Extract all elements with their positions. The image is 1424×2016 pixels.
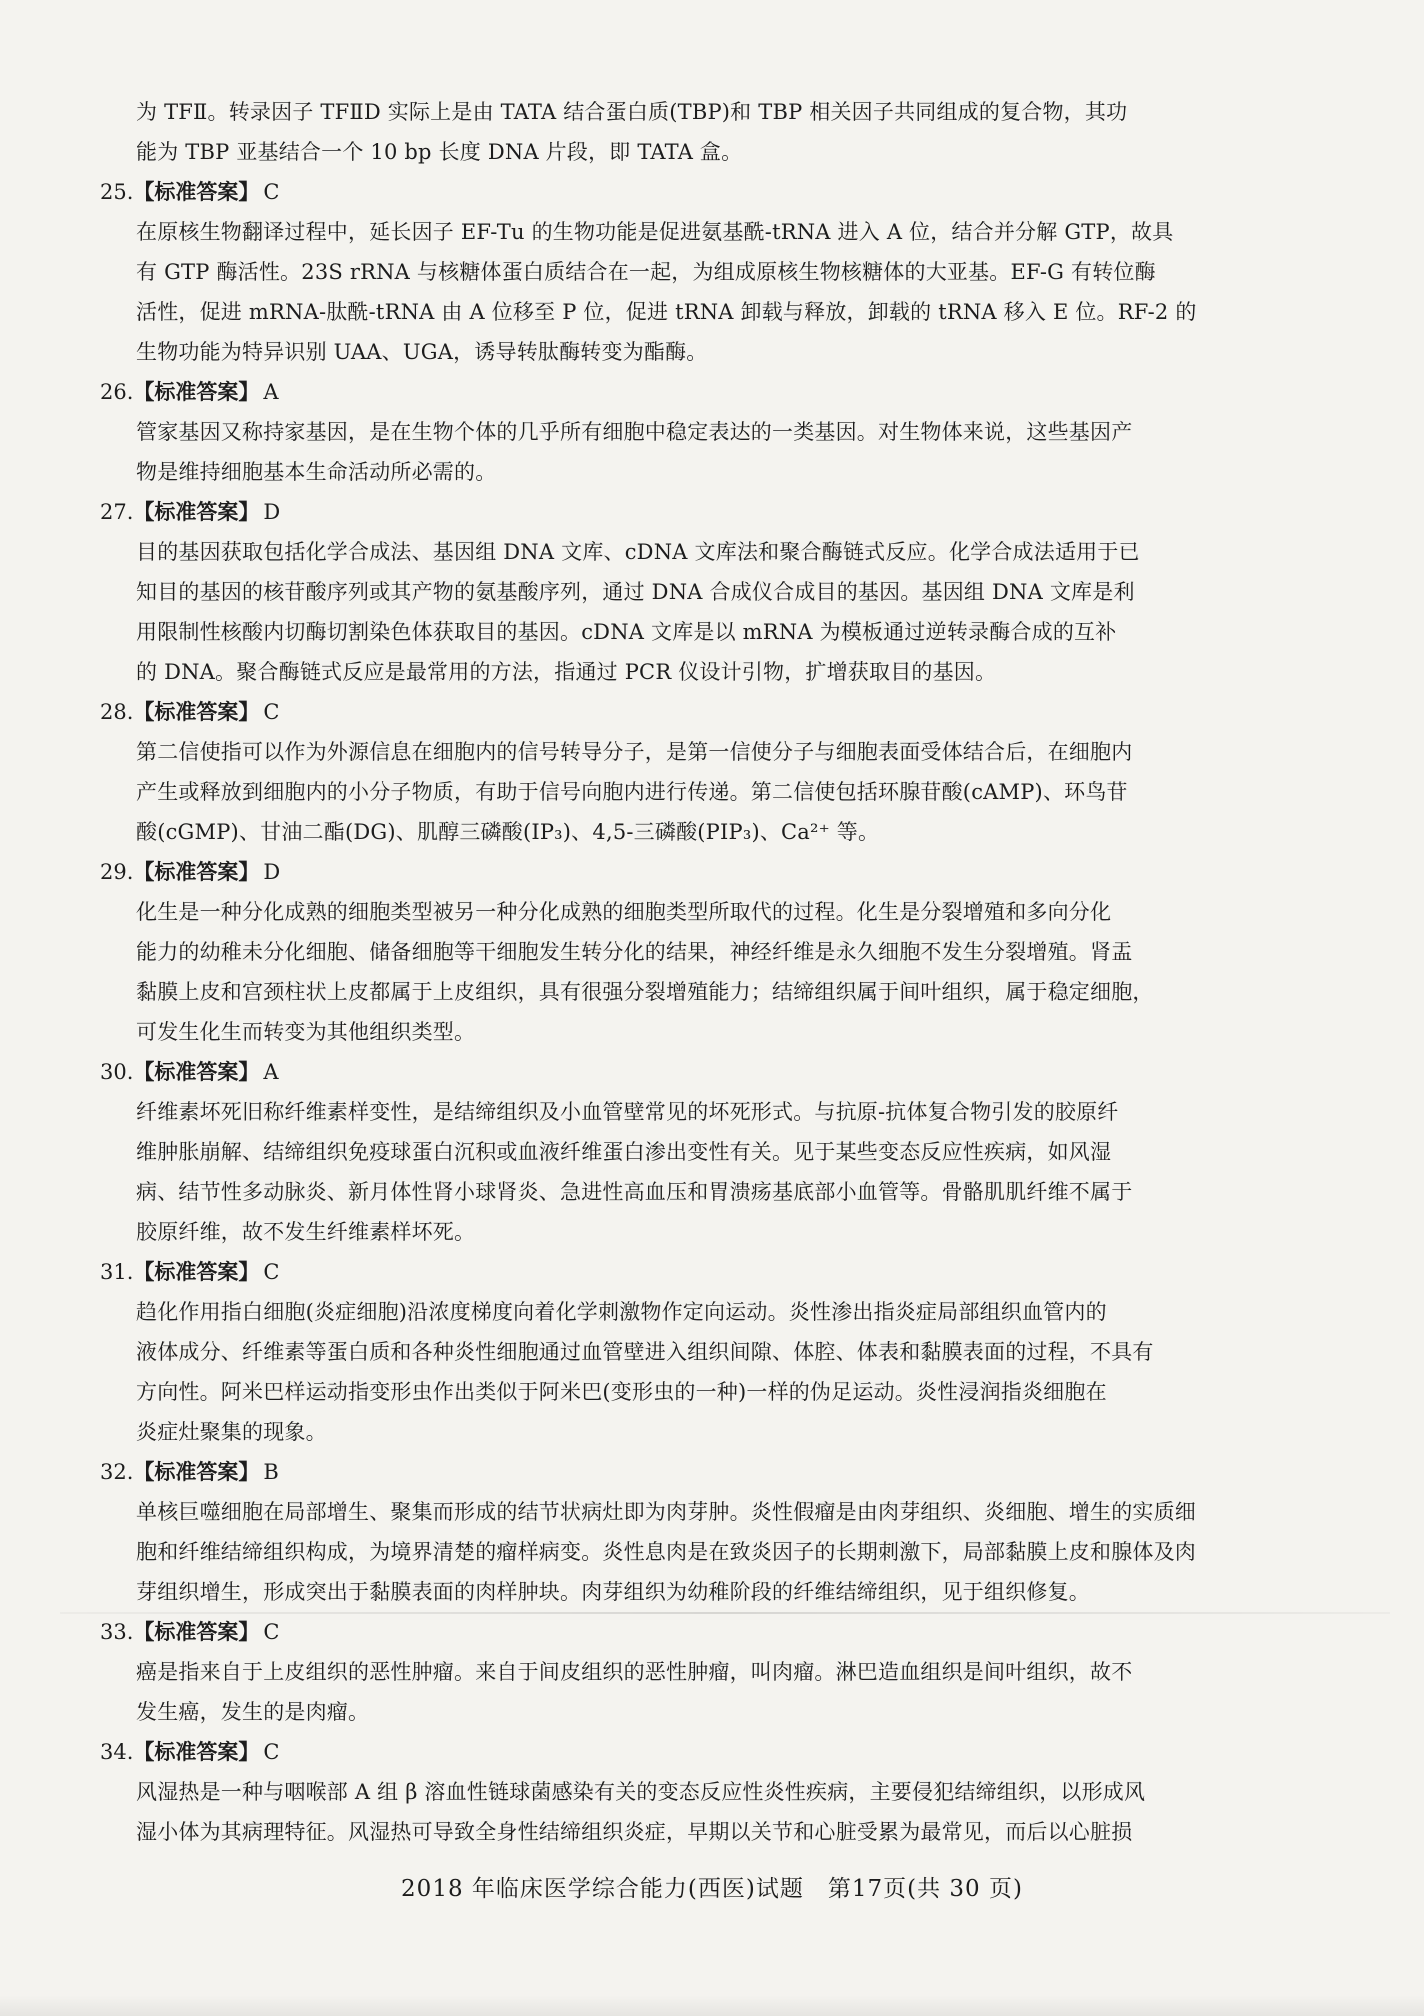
explanation-line: 纤维素坏死旧称纤维素样变性，是结缔组织及小血管壁常见的坏死形式。与抗原-抗体复合物引发的胶原纤 [136, 1100, 1119, 1124]
question-number: 34. [100, 1740, 134, 1764]
explanation [100, 732, 1300, 852]
answer-label: 【标准答案】 [133, 499, 260, 524]
explanation-line: 目的基因获取包括化学合成法、基因组 DNA 文库、cDNA 文库法和聚合酶链式反应。化学合成法适用于已 [136, 540, 1140, 564]
explanation-line: 发生癌，发生的是肉瘤。 [136, 1700, 370, 1724]
intro-paragraph [100, 92, 1300, 172]
explanation-line: 病、结节性多动脉炎、新月体性肾小球肾炎、急进性高血压和胃溃疡基底部小血管等。骨骼肌肌纤维不属于 [136, 1180, 1133, 1204]
answer-choice: C [263, 1740, 280, 1764]
intro-line: 能为 TBP 亚基结合一个 10 bp 长度 DNA 片段，即 TATA 盒。 [136, 140, 743, 164]
explanation [100, 1652, 1300, 1732]
answer-heading [100, 492, 1300, 532]
explanation [100, 1292, 1300, 1452]
explanation [100, 1092, 1300, 1252]
explanation-line: 湿小体为其病理特征。风湿热可导致全身性结缔组织炎症，早期以关节和心脏受累为最常见，而后以心脏损 [136, 1820, 1133, 1844]
explanation [100, 1772, 1300, 1852]
answer-item [100, 852, 1300, 1052]
answer-label: 【标准答案】 [133, 1739, 260, 1764]
answer-choice: C [263, 1620, 280, 1644]
question-number: 26. [100, 380, 134, 404]
answer-label: 【标准答案】 [133, 859, 260, 884]
explanation-line: 酸(cGMP)、甘油二酯(DG)、肌醇三磷酸(IP₃)、4,5-三磷酸(PIP₃)、Ca²⁺ 等。 [136, 820, 880, 844]
explanation-line: 炎症灶聚集的现象。 [136, 1420, 327, 1444]
explanation-line: 化生是一种分化成熟的细胞类型被另一种分化成熟的细胞类型所取代的过程。化生是分裂增殖和多向分化 [136, 900, 1112, 924]
answer-heading [100, 1452, 1300, 1492]
answer-label: 【标准答案】 [133, 1459, 260, 1484]
answer-label: 【标准答案】 [133, 1259, 260, 1284]
question-number: 29. [100, 860, 134, 884]
answer-heading [100, 1732, 1300, 1772]
explanation-line: 第二信使指可以作为外源信息在细胞内的信号转导分子，是第一信使分子与细胞表面受体结合后，在细胞内 [136, 740, 1133, 764]
explanation-line: 物是维持细胞基本生命活动所必需的。 [136, 460, 497, 484]
answer-label: 【标准答案】 [133, 1619, 260, 1644]
explanation-line: 黏膜上皮和宫颈柱状上皮都属于上皮组织，具有很强分裂增殖能力；结缔组织属于间叶组织，属于稳定细胞， [136, 980, 1154, 1004]
answer-item [100, 1452, 1300, 1612]
explanation-line: 可发生化生而转变为其他组织类型。 [136, 1020, 476, 1044]
answer-choice: A [263, 1060, 279, 1084]
question-number: 27. [100, 500, 134, 524]
answer-item [100, 1252, 1300, 1452]
answer-item [100, 692, 1300, 852]
explanation-line: 趋化作用指白细胞(炎症细胞)沿浓度梯度向着化学刺激物作定向运动。炎性渗出指炎症局部组织血管内的 [136, 1300, 1107, 1324]
answer-choice: D [263, 500, 281, 524]
answer-heading [100, 1612, 1300, 1652]
explanation-line: 产生或释放到细胞内的小分子物质，有助于信号向胞内进行传递。第二信使包括环腺苷酸(cAMP)、环鸟苷 [136, 780, 1128, 804]
explanation-line: 在原核生物翻译过程中，延长因子 EF-Tu 的生物功能是促进氨基酰-tRNA 进入 A 位，结合并分解 GTP，故具 [136, 220, 1174, 244]
explanation-line: 知目的基因的核苷酸序列或其产物的氨基酸序列，通过 DNA 合成仪合成目的基因。基因组 DNA 文库是利 [136, 580, 1135, 604]
answer-item [100, 1732, 1300, 1852]
explanation-line: 活性，促进 mRNA-肽酰-tRNA 由 A 位移至 P 位，促进 tRNA 卸载与释放，卸载的 tRNA 移入 E 位。RF-2 的 [136, 300, 1197, 324]
explanation-line: 用限制性核酸内切酶切割染色体获取目的基因。cDNA 文库是以 mRNA 为模板通过逆转录酶合成的互补 [136, 620, 1117, 644]
explanation-line: 的 DNA。聚合酶链式反应是最常用的方法，指通过 PCR 仪设计引物，扩增获取目的基因。 [136, 660, 997, 684]
answer-choice: A [263, 380, 279, 404]
answer-heading [100, 372, 1300, 412]
explanation-line: 能力的幼稚未分化细胞、储备细胞等干细胞发生转分化的结果，神经纤维是永久细胞不发生分裂增殖。肾盂 [136, 940, 1133, 964]
explanation-line: 管家基因又称持家基因，是在生物个体的几乎所有细胞中稳定表达的一类基因。对生物体来说，这些基因产 [136, 420, 1133, 444]
answer-heading [100, 1052, 1300, 1092]
explanation [100, 212, 1300, 372]
answer-label: 【标准答案】 [133, 699, 260, 724]
question-number: 31. [100, 1260, 134, 1284]
answer-choice: D [263, 860, 281, 884]
answer-list [100, 172, 1300, 1852]
question-number: 28. [100, 700, 134, 724]
explanation-line: 方向性。阿米巴样运动指变形虫作出类似于阿米巴(变形虫的一种)一样的伪足运动。炎性浸润指炎细胞在 [136, 1380, 1107, 1404]
answer-choice: B [263, 1460, 279, 1484]
answer-choice: C [263, 180, 280, 204]
answer-item [100, 172, 1300, 372]
answer-choice: C [263, 700, 280, 724]
answer-heading [100, 852, 1300, 892]
page-footer: 2018 年临床医学综合能力(西医)试题 第17页(共 30 页) [401, 1876, 1023, 1902]
answer-item [100, 492, 1300, 692]
question-number: 25. [100, 180, 134, 204]
explanation-line: 液体成分、纤维素等蛋白质和各种炎性细胞通过血管壁进入组织间隙、体腔、体表和黏膜表面的过程，不具有 [136, 1340, 1154, 1364]
scan-shadow [0, 1995, 1424, 2016]
explanation [100, 532, 1300, 692]
question-number: 30. [100, 1060, 134, 1084]
page-content [100, 92, 1300, 1852]
explanation-line: 单核巨噬细胞在局部增生、聚集而形成的结节状病灶即为肉芽肿。炎性假瘤是由肉芽组织、炎细胞、增生的实质细 [136, 1500, 1196, 1524]
answer-heading [100, 1252, 1300, 1292]
explanation-line: 胞和纤维结缔组织构成，为境界清楚的瘤样病变。炎性息肉是在致炎因子的长期刺激下，局部黏膜上皮和腺体及肉 [136, 1540, 1196, 1564]
answer-item [100, 372, 1300, 492]
explanation-line: 有 GTP 酶活性。23S rRNA 与核糖体蛋白质结合在一起，为组成原核生物核糖体的大亚基。EF-G 有转位酶 [136, 260, 1156, 284]
question-number: 33. [100, 1620, 134, 1644]
answer-label: 【标准答案】 [133, 379, 260, 404]
intro-line: 为 TFⅡ。转录因子 TFⅡD 实际上是由 TATA 结合蛋白质(TBP)和 TBP 相关因子共同组成的复合物，其功 [136, 100, 1128, 124]
explanation-line: 风湿热是一种与咽喉部 A 组 β 溶血性链球菌感染有关的变态反应性炎性疾病，主要侵犯结缔组织，以形成风 [136, 1780, 1146, 1804]
answer-label: 【标准答案】 [133, 1059, 260, 1084]
question-number: 32. [100, 1460, 134, 1484]
answer-choice: C [263, 1260, 280, 1284]
answer-label: 【标准答案】 [133, 179, 260, 204]
explanation-line: 维肿胀崩解、结缔组织免疫球蛋白沉积或血液纤维蛋白渗出变性有关。见于某些变态反应性疾病，如风湿 [136, 1140, 1112, 1164]
answer-heading [100, 692, 1300, 732]
answer-heading [100, 172, 1300, 212]
explanation [100, 1492, 1300, 1612]
explanation-line: 芽组织增生，形成突出于黏膜表面的肉样肿块。肉芽组织为幼稚阶段的纤维结缔组织，见于组织修复。 [136, 1580, 1090, 1604]
explanation [100, 892, 1300, 1052]
explanation-line: 胶原纤维，故不发生纤维素样坏死。 [136, 1220, 476, 1244]
explanation-line: 生物功能为特异识别 UAA、UGA，诱导转肽酶转变为酯酶。 [136, 340, 708, 364]
explanation [100, 412, 1300, 492]
answer-item [100, 1052, 1300, 1252]
answer-item [100, 1612, 1300, 1732]
explanation-line: 癌是指来自于上皮组织的恶性肿瘤。来自于间皮组织的恶性肿瘤，叫肉瘤。淋巴造血组织是间叶组织，故不 [136, 1660, 1133, 1684]
